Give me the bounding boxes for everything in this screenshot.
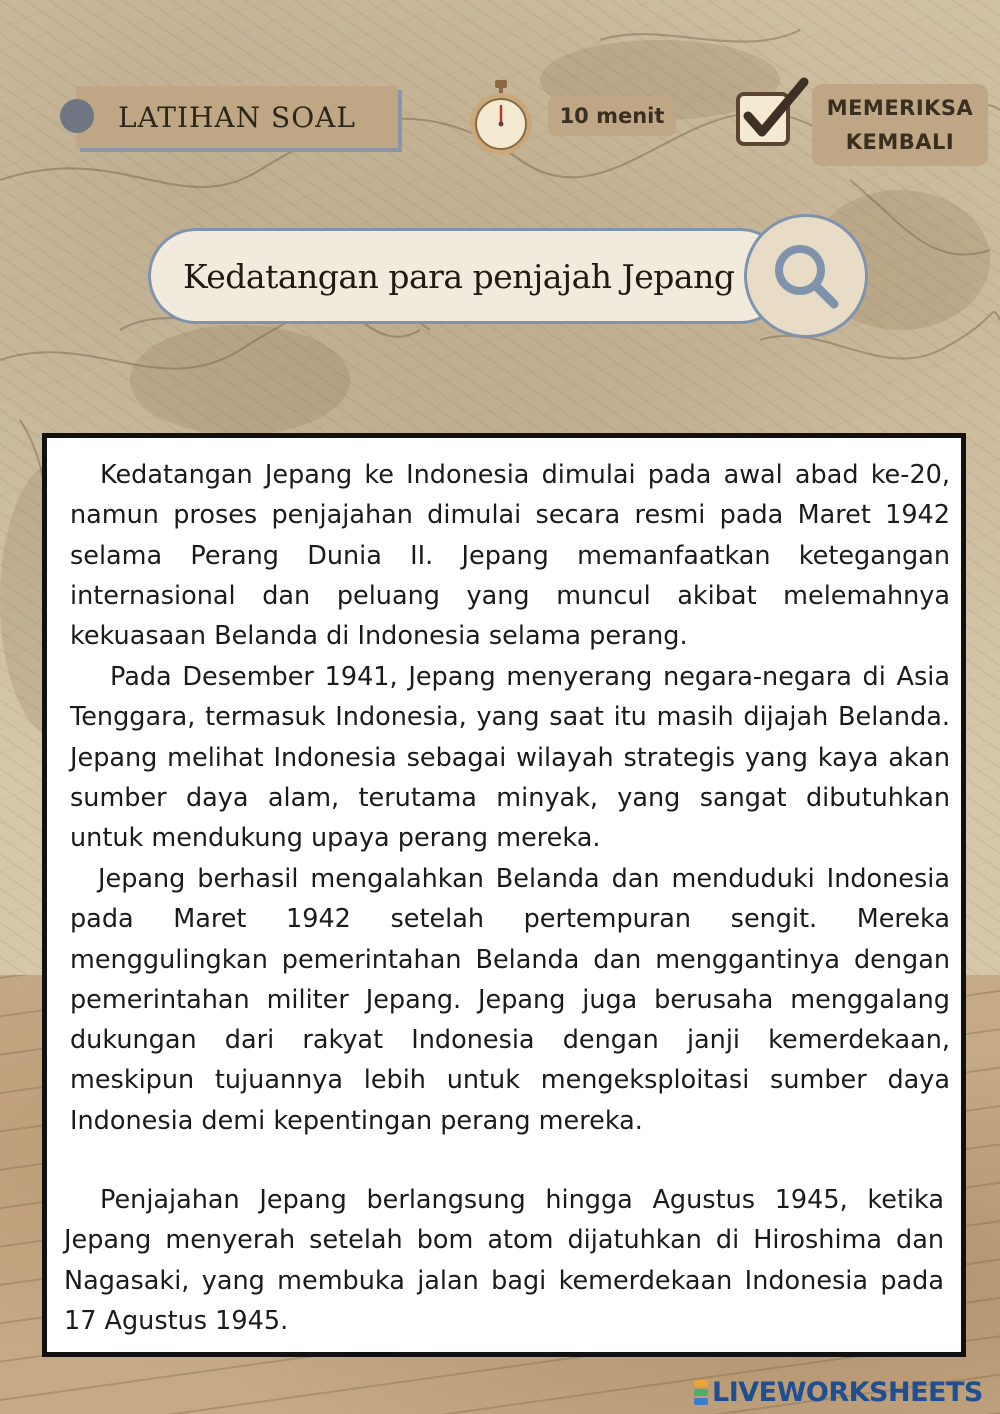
check-again-button[interactable] [812, 84, 988, 166]
search-topic: Kedatangan para penjajah Jepang [183, 256, 735, 296]
paragraph-3: Jepang berhasil mengalahkan Belanda dan menduduki Indonesia pada Maret 1942 setelah pertempuran sengit. Mereka menggulingkan pemerintahan Belanda dan menggantinya dengan pemerintahan militer Jepang. Jepang juga berusaha menggalang dukungan dari rakyat Indonesia dengan janji kemerdekaan, meskipun tujuannya lebih untuk mengeksploitasi sumber daya Indonesia demi kepentingan perang mereka. [70, 864, 950, 1136]
liveworksheets-logo[interactable] [694, 1374, 983, 1410]
timer-label: 10 menit [548, 96, 676, 136]
liveworksheets-mark-icon [694, 1380, 708, 1405]
check-again-label-2: KEMBALI [845, 130, 955, 154]
paragraph-4: Penjajahan Jepang berlangsung hingga Agustus 1945, ketika Jepang menyerah setelah bom atom dijatuhkan di Hiroshima dan Nagasaki, yang membuka jalan bagi kemerdekaan Indonesia pada 17 Agustus 1945. [64, 1185, 944, 1336]
watermark-text: LIVEWORKSHEETS [712, 1376, 983, 1408]
search-button[interactable] [744, 214, 868, 338]
stopwatch-icon [466, 78, 536, 158]
checkmark-icon[interactable] [732, 74, 812, 154]
check-again-label-1: MEMERIKSA [826, 96, 974, 120]
page-title: LATIHAN SOAL [117, 100, 356, 134]
search-icon [768, 238, 844, 314]
paragraph-2: Pada Desember 1941, Jepang menyerang negara-negara di Asia Tenggara, termasuk Indonesia, yang saat itu masih dijajah Belanda. Jepang melihat Indonesia sebagai wilayah strategis yang kaya akan sumber daya alam, terutama minyak, yang sangat dibutuhkan untuk mendukung upaya perang mereka. [70, 662, 950, 854]
paragraph-1: Kedatangan Jepang ke Indonesia dimulai pada awal abad ke-20, namun proses penjajahan dimulai secara resmi pada Maret 1942 selama Perang Dunia II. Jepang memanfaatkan ketegangan internasional dan peluang yang muncul akibat melemahnya kekuasaan Belanda di Indonesia selama perang. [70, 460, 950, 652]
